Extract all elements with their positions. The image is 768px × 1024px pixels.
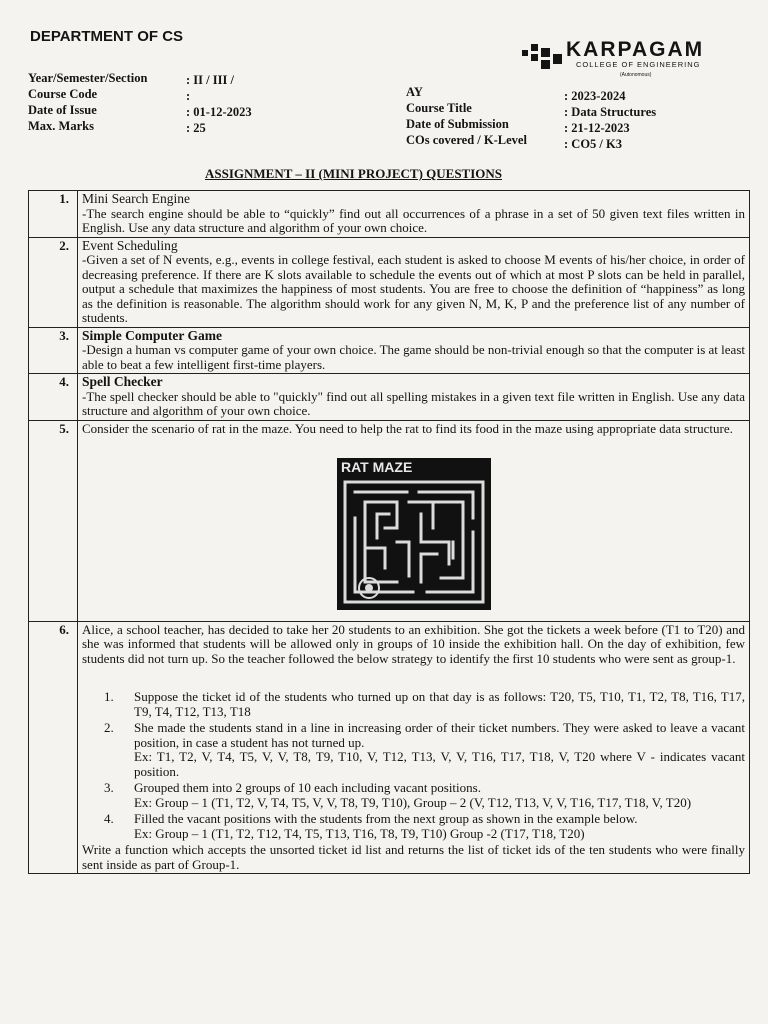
- meta-label: AY: [406, 85, 423, 99]
- maze-caption: RAT MAZE: [340, 459, 412, 475]
- step-text: Filled the vacant positions with the students from the next group as shown in the example below.: [134, 811, 638, 826]
- meta-value: : 25: [186, 121, 206, 135]
- question-number: 1.: [29, 191, 78, 238]
- step-example: Ex: Group – 1 (T1, T2, T12, T4, T5, T13, T16, T8, T9, T10) Group -2 (T17, T18, T20): [134, 825, 585, 841]
- question-number: 2.: [29, 237, 78, 327]
- meta-value: :: [186, 89, 191, 103]
- questions-table: [28, 190, 750, 874]
- step-number: 3.: [104, 780, 114, 795]
- question-cell: [78, 327, 750, 374]
- table-row: [29, 327, 750, 374]
- meta-label: Date of Issue: [28, 103, 97, 117]
- meta-value: : 21-12-2023: [564, 121, 630, 135]
- question-number: 4.: [29, 374, 78, 421]
- question-text: -Design a human vs computer game of your own choice. The game should be non-trivial enough so that the computer is at least able to beat a few intelligent first-time players.: [82, 342, 745, 372]
- step-text: She made the students stand in a line in increasing order of their ticket numbers. They were asked to leave a vacant position, in case a student has not turned up.: [134, 720, 745, 750]
- list-item: [104, 721, 745, 779]
- question-number: 3.: [29, 327, 78, 374]
- question-title: Spell Checker: [82, 374, 163, 389]
- meta-label: Max. Marks: [28, 119, 94, 133]
- college-logo: [520, 38, 735, 82]
- meta-value: : II / III /: [186, 73, 234, 87]
- step-example: Ex: T1, T2, V, T4, T5, V, V, T8, T9, T10, V, T12, T13, V, V, T16, T17, T18, V, T20 where V - indicates vacant position.: [134, 749, 745, 779]
- question-cell: [78, 191, 750, 238]
- department-heading: DEPARTMENT OF CS: [30, 28, 184, 45]
- question-text: -The search engine should be able to “quickly” find out all occurrences of a phrase in a set of 50 given text files written in English. Use any data structure and algorithm of your own choice.: [82, 205, 745, 235]
- assignment-title: ASSIGNMENT – II (MINI PROJECT) QUESTIONS: [205, 166, 503, 181]
- question-text: -Given a set of N events, e.g., events in college festival, each student is asked to choose M events of his/her choice, in order of decreasing preference. If there are K slots available to schedule the events out of which at most P slots can be held in parallel, output a schedule that maximizes the happiness of most students. You are free to choose the definition of “happiness” as long as the definition is reasonable. The algorithm should work for any given N, M, K, P and the preference list of any number of students.: [82, 252, 745, 325]
- table-row: [29, 420, 750, 621]
- meta-value: : CO5 / K3: [564, 137, 622, 151]
- meta-value: : Data Structures: [564, 105, 657, 119]
- logo-subtitle: COLLEGE OF ENGINEERING: [576, 60, 701, 69]
- question-title: Event Scheduling: [82, 237, 178, 253]
- meta-left-labels: [28, 70, 147, 134]
- question-cell: [78, 237, 750, 327]
- list-item: [104, 781, 745, 810]
- question-title: Mini Search Engine: [82, 191, 190, 206]
- list-item: [104, 812, 745, 841]
- question-text: Alice, a school teacher, has decided to take her 20 students to an exhibition. She got the tickets a week before (T1 to T20) and she was informed that students will be allowed only in groups of 10 inside the exhibition hall. On the day of exhibition, few students did not turn up. So the teacher followed the below strategy to identify the first 10 students who were sent as group-1.: [82, 621, 745, 666]
- question-number: 5.: [29, 420, 78, 621]
- step-text: Suppose the ticket id of the students who turned up on that day is as follows: T20, T5, T10, T1, T2, T8, T16, T17, T9, T4, T12, T13, T18: [134, 689, 745, 719]
- question-title: Simple Computer Game: [82, 327, 222, 343]
- step-number: 1.: [104, 689, 114, 704]
- table-row: [29, 621, 750, 874]
- table-row: [29, 191, 750, 238]
- meta-value: : 01-12-2023: [186, 105, 252, 119]
- logo-name: KARPAGAM: [566, 38, 705, 61]
- table-row: [29, 237, 750, 327]
- step-text: Grouped them into 2 groups of 10 each including vacant positions.: [134, 780, 481, 795]
- step-example: Ex: Group – 1 (T1, T2, V, T4, T5, V, V, T8, T9, T10), Group – 2 (V, T12, T13, V, V, T16, T17, T18, V, T20): [134, 794, 692, 810]
- logo-mark-icon: [520, 40, 564, 74]
- strategy-steps: [104, 690, 745, 841]
- list-item: [104, 690, 745, 719]
- question-cell: [78, 420, 750, 621]
- meta-label: Course Title: [406, 101, 472, 115]
- question-text: -The spell checker should be able to "quickly" find out all spelling mistakes in a given text file written in English. Use any data structure and algorithm of your own choice.: [82, 388, 745, 418]
- meta-left-values: [186, 72, 252, 136]
- rat-maze-image: [337, 458, 491, 610]
- meta-label: Date of Submission: [406, 117, 509, 131]
- meta-value: : 2023-2024: [564, 89, 626, 103]
- table-row: [29, 374, 750, 421]
- question-number: 6.: [29, 621, 78, 874]
- meta-right-labels: [406, 84, 527, 148]
- question-cell: [78, 621, 750, 874]
- logo-tagline: (Autonomous): [620, 72, 652, 78]
- step-number: 2.: [104, 720, 114, 735]
- meta-right-values: [564, 88, 656, 152]
- meta-label: Year/Semester/Section: [28, 71, 148, 85]
- meta-label: Course Code: [28, 87, 98, 101]
- question-cell: [78, 374, 750, 421]
- question-text: Consider the scenario of rat in the maze. You need to help the rat to find its food in the maze using appropriate data structure.: [82, 420, 733, 436]
- question-closing: Write a function which accepts the unsorted ticket id list and returns the list of ticket ids of the ten students who were finally sent inside as part of Group-1.: [82, 842, 745, 872]
- meta-label: COs covered / K-Level: [406, 133, 527, 147]
- step-number: 4.: [104, 811, 114, 826]
